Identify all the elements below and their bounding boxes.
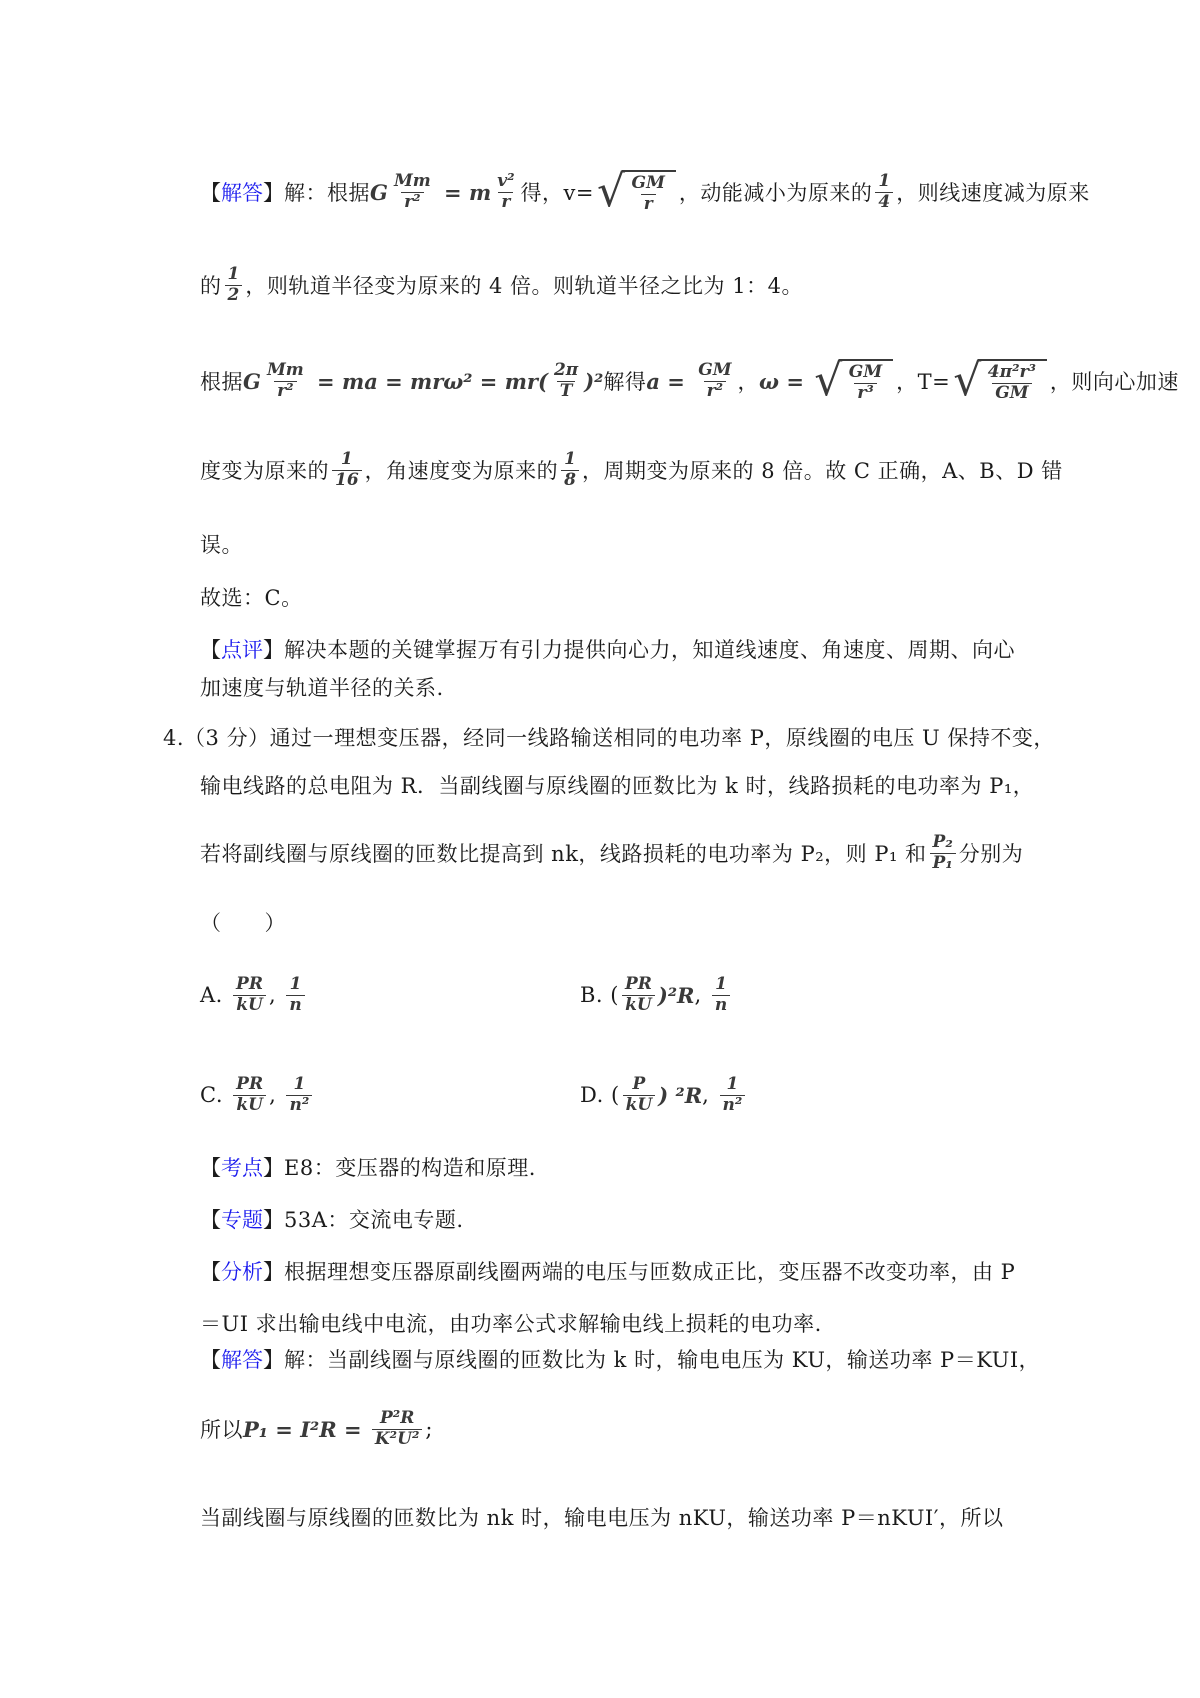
math-fraction bbox=[391, 172, 434, 211]
q4-answer-blank bbox=[200, 905, 286, 939]
fraction-denominator: kU bbox=[623, 1095, 656, 1115]
fraction-denominator: n² bbox=[720, 1095, 746, 1115]
text-run: 解：根据 bbox=[284, 181, 370, 205]
text-run: ， bbox=[737, 370, 760, 394]
math-fraction bbox=[494, 172, 517, 211]
text-run: 当副线圈与原线圈的匝数比为 nk 时，输电电压为 nKU，输送功率 P＝nKUI′，所以 bbox=[200, 1506, 1004, 1530]
fraction-denominator: n bbox=[286, 995, 304, 1015]
radical-sign-icon: √ bbox=[814, 355, 843, 406]
q4-answer-line2 bbox=[200, 1385, 433, 1473]
text-run: 解得 bbox=[603, 370, 647, 394]
math-fraction bbox=[985, 363, 1039, 402]
q4-answer-line3 bbox=[200, 1500, 1003, 1534]
fraction-numerator: 2π bbox=[553, 360, 579, 381]
section-tag-label: 解答 bbox=[221, 181, 263, 205]
option-b bbox=[580, 952, 733, 1038]
fraction-numerator: GM bbox=[631, 173, 665, 194]
text-run: 分别为 bbox=[958, 842, 1024, 866]
section-tag: 【专题】 bbox=[200, 1208, 284, 1232]
math-run: G bbox=[243, 368, 261, 394]
text-run: , bbox=[702, 1083, 717, 1107]
q4-stem-line2 bbox=[200, 768, 1034, 802]
q3-selection bbox=[200, 580, 303, 614]
text-run: ＝UI 求出输电线中电流，由功率公式求解输电线上损耗的电功率. bbox=[200, 1312, 822, 1336]
fraction-denominator: 16 bbox=[332, 470, 362, 490]
math-fraction bbox=[372, 1409, 423, 1448]
q3-answer-line4 bbox=[200, 426, 1063, 514]
text-run: E8：变压器的构造和原理. bbox=[284, 1156, 536, 1180]
text-run: 得，v= bbox=[520, 181, 594, 205]
fraction-denominator: r² bbox=[704, 381, 726, 401]
math-fraction bbox=[720, 1075, 746, 1114]
text-run: ，则线速度减为原来 bbox=[896, 181, 1090, 205]
text-run: 4.（3 分）通过一理想变压器，经同一线路输送相同的电功率 P，原线圈的电压 U 保持不变， bbox=[163, 726, 1055, 750]
fraction-numerator: v² bbox=[497, 171, 515, 192]
text-run: 解：当副线圈与原线圈的匝数比为 k 时，输电电压为 KU，输送功率 P＝KUI， bbox=[284, 1348, 1041, 1372]
q3-comment-line1 bbox=[200, 632, 1015, 666]
text-run: 根据理想变压器原副线圈两端的电压与匝数成正比，变压器不改变功率，由 P bbox=[284, 1260, 1016, 1284]
math-fraction bbox=[332, 450, 362, 489]
math-run: )² bbox=[584, 368, 604, 394]
text-run: ，则向心加速 bbox=[1049, 370, 1179, 394]
math-fraction bbox=[225, 265, 243, 304]
fraction-numerator: PR bbox=[236, 974, 263, 995]
text-run: 故选：C。 bbox=[200, 586, 303, 610]
text-run: C. bbox=[200, 1083, 231, 1107]
fraction-denominator: P₁ bbox=[930, 853, 956, 873]
fraction-numerator: 1 bbox=[340, 449, 353, 470]
math-square-root bbox=[597, 166, 676, 217]
fraction-numerator: GM bbox=[848, 362, 883, 383]
radicand bbox=[839, 359, 893, 402]
fraction-denominator: n² bbox=[286, 1095, 312, 1115]
text-run: ，周期变为原来的 8 倍。故 C 正确，A、B、D 错 bbox=[582, 459, 1063, 483]
fraction-denominator: 4 bbox=[875, 192, 893, 212]
fraction-denominator: T bbox=[557, 381, 576, 401]
radical-sign-icon: √ bbox=[953, 355, 982, 406]
section-tag-label: 专题 bbox=[221, 1208, 263, 1232]
text-run: 根据 bbox=[200, 370, 243, 394]
text-run: 度变为原来的 bbox=[200, 459, 329, 483]
math-run: G bbox=[370, 179, 388, 205]
math-run: = m bbox=[436, 179, 492, 205]
math-fraction bbox=[846, 363, 885, 402]
math-fraction bbox=[551, 361, 581, 400]
math-fraction bbox=[930, 833, 956, 872]
radicand bbox=[622, 170, 676, 213]
q3-answer-line5 bbox=[200, 527, 243, 561]
text-run: 解决本题的关键掌握万有引力提供向心力，知道线速度、角速度、周期、向心 bbox=[284, 638, 1015, 662]
q4-zhuanti bbox=[200, 1202, 464, 1236]
text-run: ; bbox=[425, 1417, 433, 1441]
q3-answer-line3 bbox=[200, 336, 1179, 426]
text-run: 若将副线圈与原线圈的匝数比提高到 nk，线路损耗的电功率为 P₂，则 P₁ 和 bbox=[200, 842, 927, 866]
math-fraction bbox=[623, 1075, 656, 1114]
fraction-numerator: 1 bbox=[564, 449, 577, 470]
fraction-denominator: kU bbox=[622, 995, 655, 1015]
fraction-numerator: 1 bbox=[878, 171, 891, 192]
math-run: = ma = mrω² = mr( bbox=[309, 368, 548, 394]
q4-fenxi-line1 bbox=[200, 1254, 1015, 1288]
fraction-denominator: GM bbox=[992, 383, 1031, 403]
math-fraction bbox=[233, 975, 266, 1014]
math-fraction bbox=[264, 361, 307, 400]
fraction-numerator: PR bbox=[236, 1074, 264, 1095]
fraction-denominator: n bbox=[712, 995, 730, 1015]
math-run: a = bbox=[646, 368, 693, 394]
fraction-numerator: P₂ bbox=[932, 832, 953, 853]
fraction-numerator: 1 bbox=[227, 264, 240, 285]
text-run: 的 bbox=[200, 274, 222, 298]
text-run: 误。 bbox=[200, 533, 243, 557]
fraction-denominator: kU bbox=[233, 995, 266, 1015]
section-tag: 【解答】 bbox=[200, 181, 284, 205]
text-run: , bbox=[269, 1083, 284, 1107]
fraction-numerator: GM bbox=[698, 360, 732, 381]
text-run: B. ( bbox=[580, 983, 619, 1007]
fraction-denominator: K²U² bbox=[372, 1429, 423, 1449]
text-run: 加速度与轨道半径的关系. bbox=[200, 676, 444, 700]
q4-stem-line1 bbox=[163, 720, 1055, 754]
math-square-root bbox=[814, 355, 893, 406]
text-run: , bbox=[694, 983, 709, 1007]
math-fraction bbox=[561, 450, 579, 489]
fraction-numerator: P bbox=[632, 1074, 646, 1095]
fraction-numerator: PR bbox=[624, 974, 652, 995]
fraction-numerator: 1 bbox=[726, 1074, 739, 1095]
math-fraction bbox=[622, 975, 655, 1014]
math-run: )²R bbox=[657, 982, 695, 1008]
text-run: ，动能减小为原来的 bbox=[678, 181, 873, 205]
math-run: ω = bbox=[759, 368, 812, 394]
section-tag: 【分析】 bbox=[200, 1260, 284, 1284]
fraction-denominator: r² bbox=[274, 381, 296, 401]
math-fraction bbox=[629, 174, 668, 213]
fraction-numerator: Mm bbox=[266, 360, 304, 381]
section-tag: 【点评】 bbox=[200, 638, 284, 662]
math-fraction bbox=[712, 975, 730, 1014]
fraction-denominator: 2 bbox=[225, 285, 243, 305]
text-run: ，T= bbox=[896, 370, 951, 394]
q4-stem-line3 bbox=[200, 807, 1023, 899]
q4-fenxi-line2 bbox=[200, 1306, 822, 1340]
option-c bbox=[200, 1052, 315, 1138]
text-run: （ ） bbox=[200, 911, 286, 935]
q3-answer-line1 bbox=[200, 148, 1090, 236]
fraction-numerator: P²R bbox=[379, 1408, 415, 1429]
text-run: 53A：交流电专题. bbox=[284, 1208, 464, 1232]
section-tag-label: 解答 bbox=[221, 1348, 263, 1372]
fraction-numerator: 1 bbox=[289, 974, 302, 995]
fraction-denominator: kU bbox=[233, 1095, 266, 1115]
q4-answer-line1 bbox=[200, 1342, 1040, 1376]
math-run: ) ²R bbox=[658, 1082, 703, 1108]
fraction-numerator: 1 bbox=[715, 974, 727, 995]
fraction-denominator: r³ bbox=[854, 383, 876, 403]
math-square-root bbox=[953, 355, 1047, 406]
section-tag-label: 分析 bbox=[221, 1260, 263, 1284]
math-fraction bbox=[695, 361, 734, 400]
fraction-denominator: r² bbox=[401, 192, 423, 212]
math-fraction bbox=[875, 172, 893, 211]
math-run: P₁ = I²R = bbox=[243, 1416, 369, 1442]
text-run: ，角速度变为原来的 bbox=[364, 459, 559, 483]
section-tag: 【解答】 bbox=[200, 1348, 284, 1372]
text-run: 所以 bbox=[200, 1418, 243, 1442]
fraction-numerator: 4π²r³ bbox=[987, 362, 1036, 383]
text-run: 输电线路的总电阻为 R．当副线圈与原线圈的匝数比为 k 时，线路损耗的电功率为 P₁， bbox=[200, 774, 1035, 798]
q4-kaodian bbox=[200, 1150, 536, 1184]
fraction-denominator: r bbox=[641, 194, 656, 214]
fraction-numerator: 1 bbox=[293, 1074, 306, 1095]
text-run: A. bbox=[200, 983, 231, 1007]
math-fraction bbox=[286, 1075, 312, 1114]
text-run: , bbox=[268, 983, 284, 1007]
text-run: D. ( bbox=[580, 1083, 620, 1107]
q3-comment-line2 bbox=[200, 670, 444, 704]
section-tag: 【考点】 bbox=[200, 1156, 284, 1180]
fraction-numerator: Mm bbox=[393, 171, 431, 192]
q3-answer-line2 bbox=[200, 243, 803, 327]
fraction-denominator: 8 bbox=[561, 470, 579, 490]
radicand bbox=[978, 359, 1047, 402]
option-a bbox=[200, 952, 308, 1038]
fraction-denominator: r bbox=[498, 192, 513, 212]
option-d bbox=[580, 1052, 748, 1138]
section-tag-label: 点评 bbox=[221, 638, 263, 662]
text-run: ，则轨道半径变为原来的 4 倍。则轨道半径之比为 1：4。 bbox=[245, 274, 803, 298]
radical-sign-icon: √ bbox=[597, 166, 626, 217]
section-tag-label: 考点 bbox=[221, 1156, 263, 1180]
math-fraction bbox=[286, 975, 304, 1014]
math-fraction bbox=[233, 1075, 266, 1114]
